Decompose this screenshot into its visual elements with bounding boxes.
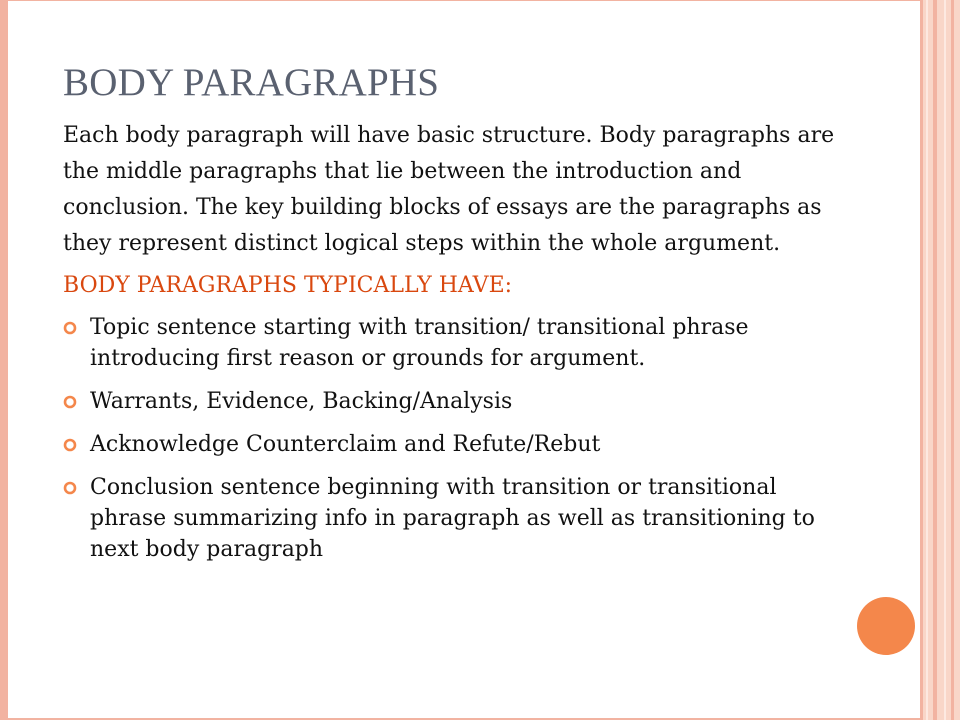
bullet-text: Warrants, Evidence, Backing/Analysis <box>90 389 513 414</box>
intro-paragraph: Each body paragraph will have basic structure. Body paragraphs are the middle paragraphs that lie between the introduction and conclusion. The key building blocks of essays are the paragraphs as they represent distinct logical steps within the whole argument. <box>63 123 835 256</box>
list-item <box>63 472 843 565</box>
list-item <box>63 429 843 460</box>
panel-stripe <box>933 0 937 720</box>
panel-stripe <box>951 0 954 720</box>
right-decorative-panel <box>920 0 960 720</box>
left-border <box>0 0 8 720</box>
bullet-text: Topic sentence starting with transition/ transitional phrase introducing first reason or grounds for argument. <box>90 315 749 371</box>
decorative-orange-circle <box>857 597 915 655</box>
slide-title: BODY PARAGRAPHS <box>63 61 440 104</box>
bullet-list <box>63 312 843 565</box>
panel-stripe <box>926 0 928 720</box>
top-border <box>0 0 930 1</box>
orange-ring-bullet-icon <box>63 395 77 409</box>
section-subheading: BODY PARAGRAPHS TYPICALLY HAVE: <box>63 273 513 298</box>
orange-ring-bullet-icon <box>63 481 77 495</box>
list-item <box>63 312 843 374</box>
panel-stripe <box>944 0 946 720</box>
bullet-text: Conclusion sentence beginning with transition or transitional phrase summarizing info in paragraph as well as transitioning to next body paragraph <box>90 475 815 562</box>
bullet-text: Acknowledge Counterclaim and Refute/Rebut <box>90 432 601 457</box>
list-item <box>63 386 843 417</box>
orange-ring-bullet-icon <box>63 321 77 335</box>
panel-stripe <box>920 0 923 720</box>
orange-ring-bullet-icon <box>63 438 77 452</box>
slide-body <box>63 118 843 565</box>
